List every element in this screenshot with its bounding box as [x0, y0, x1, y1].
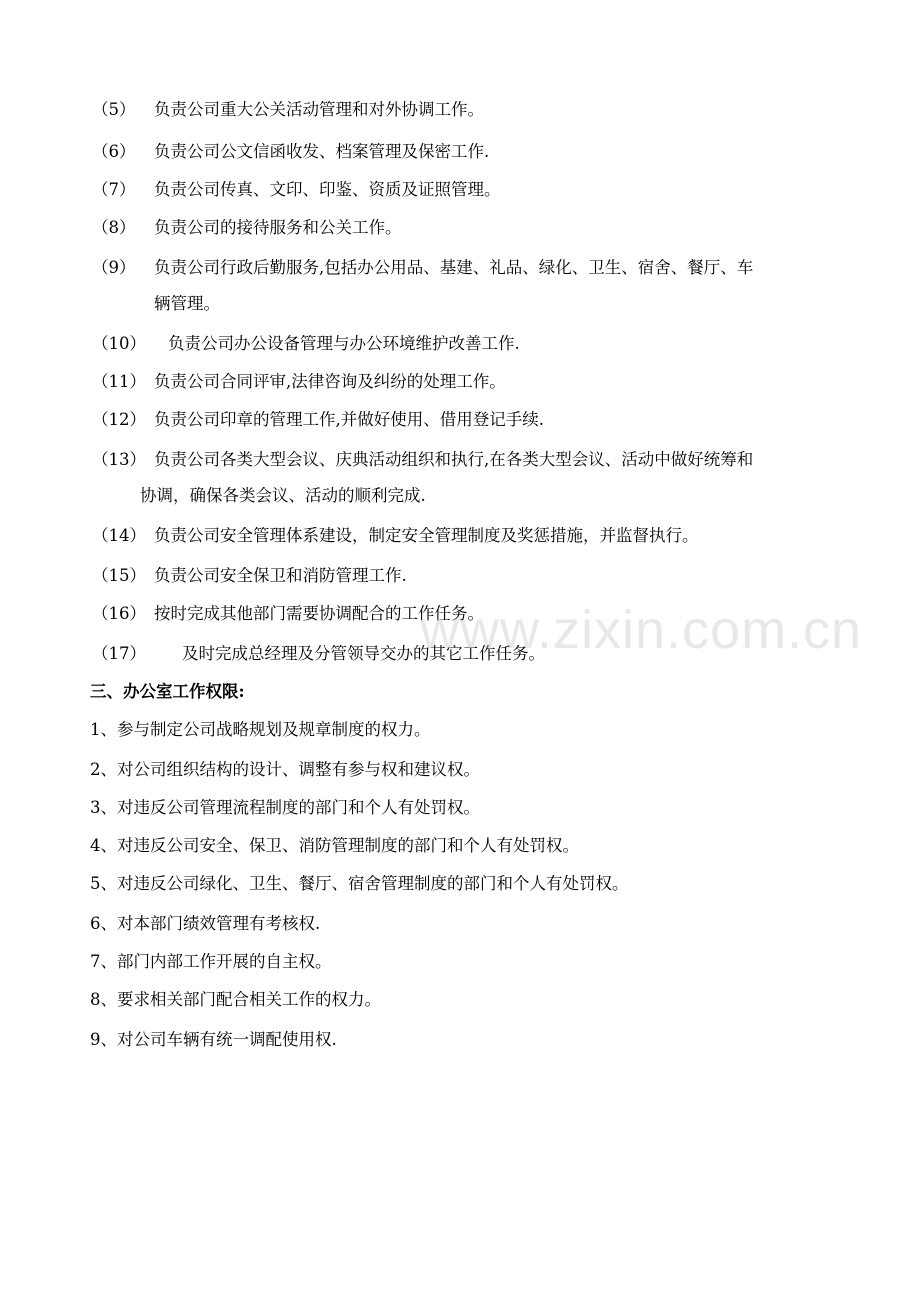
duty-number: （17） — [92, 644, 146, 663]
duty-number: （12） — [92, 410, 146, 429]
duty-number: （8） — [92, 218, 136, 237]
authority-item-5: 5、对违反公司绿化、卫生、餐厅、宿舍管理制度的部门和个人有处罚权。 — [90, 874, 629, 893]
duty-text: 按时完成其他部门需要协调配合的工作任务。 — [154, 604, 484, 623]
authority-item-1: 1、参与制定公司战略规划及规章制度的权力。 — [90, 720, 431, 739]
authority-item-9: 9、对公司车辆有统一调配使用权. — [90, 1030, 337, 1049]
duty-number: （10） — [92, 334, 146, 353]
duty-text: 负责公司重大公关活动管理和对外协调工作。 — [154, 100, 484, 119]
authority-item-2: 2、对公司组织结构的设计、调整有参与权和建议权。 — [90, 760, 480, 779]
duty-text: 及时完成总经理及分管领导交办的其它工作任务。 — [182, 644, 545, 663]
duty-number: （14） — [92, 526, 146, 545]
duty-text: 负责公司办公设备管理与办公环境维护改善工作. — [168, 334, 520, 353]
duty-text-continued: 协调，确保各类会议、活动的顺利完成. — [140, 486, 426, 505]
duty-number: （9） — [92, 258, 136, 277]
duty-number: （11） — [92, 372, 146, 391]
authority-item-3: 3、对违反公司管理流程制度的部门和个人有处罚权。 — [90, 798, 480, 817]
duty-number: （16） — [92, 604, 146, 623]
duty-text: 负责公司公文信函收发、档案管理及保密工作. — [154, 142, 490, 161]
duty-text: 负责公司安全保卫和消防管理工作. — [154, 566, 407, 585]
authority-item-8: 8、要求相关部门配合相关工作的权力。 — [90, 990, 381, 1009]
duty-number: （7） — [92, 180, 136, 199]
duty-text: 负责公司传真、文印、印鉴、资质及证照管理。 — [154, 180, 501, 199]
authority-item-6: 6、对本部门绩效管理有考核权. — [90, 914, 321, 933]
section-heading: 三、办公室工作权限: — [90, 682, 245, 701]
duty-item-13 — [92, 450, 852, 510]
authority-item-7: 7、部门内部工作开展的自主权。 — [90, 952, 332, 971]
watermark-text: www.zixin.com.cn — [420, 600, 863, 660]
duty-number: （15） — [92, 566, 146, 585]
duty-text-continued: 辆管理。 — [154, 294, 220, 313]
duty-text: 负责公司印章的管理工作,并做好使用、借用登记手续. — [154, 410, 544, 429]
authority-item-4: 4、对违反公司安全、保卫、消防管理制度的部门和个人有处罚权。 — [90, 836, 579, 855]
duty-number: （5） — [92, 100, 136, 119]
duty-number: （13） — [92, 450, 146, 469]
duty-text: 负责公司行政后勤服务,包括办公用品、基建、礼品、绿化、卫生、宿舍、餐厅、车 — [154, 258, 754, 277]
duty-text: 负责公司安全管理体系建设，制定安全管理制度及奖惩措施，并监督执行。 — [154, 526, 699, 545]
duty-text: 负责公司各类大型会议、庆典活动组织和执行,在各类大型会议、活动中做好统筹和 — [154, 450, 754, 469]
duty-item-9 — [92, 258, 852, 318]
duty-number: （6） — [92, 142, 136, 161]
duty-text: 负责公司的接待服务和公关工作。 — [154, 218, 402, 237]
duty-text: 负责公司合同评审,法律咨询及纠纷的处理工作。 — [154, 372, 506, 391]
